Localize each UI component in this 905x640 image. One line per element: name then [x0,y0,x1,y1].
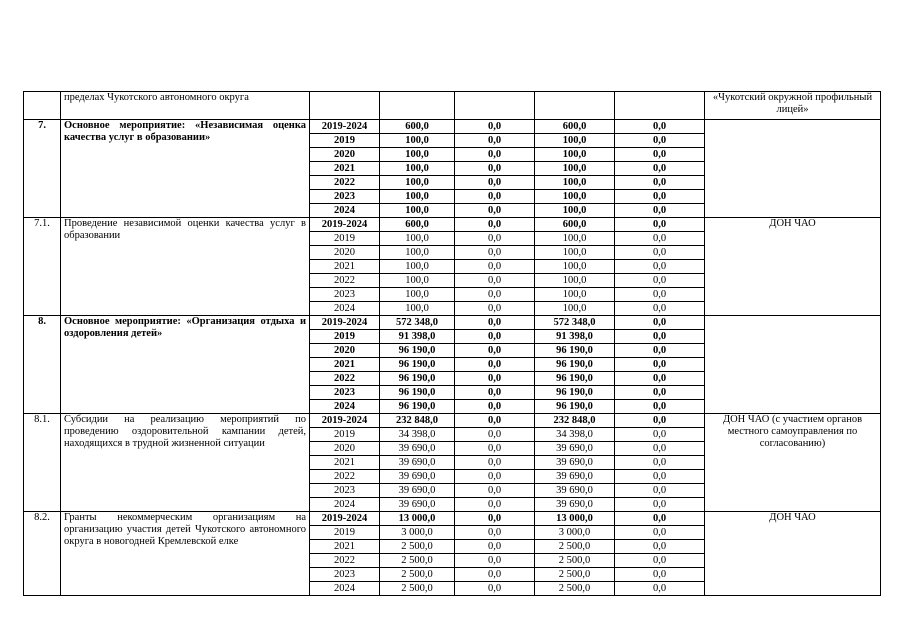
other-sources-cell: 0,0 [615,554,705,568]
other-sources-cell: 0,0 [615,498,705,512]
regional-budget-cell: 2 500,0 [535,540,615,554]
regional-budget-cell: 600,0 [535,120,615,134]
table-row-continued [24,92,881,120]
regional-budget-cell: 96 190,0 [535,344,615,358]
federal-budget-cell: 0,0 [455,190,535,204]
total-cell: 100,0 [380,190,455,204]
year-cell: 2019 [310,428,380,442]
federal-budget-cell: 0,0 [455,456,535,470]
row-number-cell: 8.1. [24,414,61,512]
total-cell: 3 000,0 [380,526,455,540]
other-sources-cell: 0,0 [615,302,705,316]
table-row [24,512,881,526]
total-cell: 100,0 [380,204,455,218]
other-sources-cell: 0,0 [615,120,705,134]
total-cell: 100,0 [380,134,455,148]
regional-budget-cell: 100,0 [535,190,615,204]
other-sources-cell: 0,0 [615,442,705,456]
total-cell: 100,0 [380,148,455,162]
year-cell: 2022 [310,176,380,190]
activity-name-cell: Проведение независимой оценки качества услуг в образовании [61,218,310,316]
activity-name-cell: Субсидии на реализацию мероприятий по проведению оздоровительной кампании детей, находящихся в трудной жизненной ситуации [61,414,310,512]
federal-budget-cell: 0,0 [455,400,535,414]
regional-budget-cell: 100,0 [535,302,615,316]
federal-budget-cell: 0,0 [455,302,535,316]
federal-budget-cell: 0,0 [455,568,535,582]
federal-budget-cell: 0,0 [455,260,535,274]
federal-budget-cell [455,92,535,120]
year-cell: 2021 [310,456,380,470]
federal-budget-cell: 0,0 [455,344,535,358]
total-cell: 100,0 [380,176,455,190]
year-cell: 2024 [310,204,380,218]
year-cell: 2024 [310,302,380,316]
regional-budget-cell: 39 690,0 [535,442,615,456]
regional-budget-cell: 100,0 [535,204,615,218]
federal-budget-cell: 0,0 [455,540,535,554]
other-sources-cell: 0,0 [615,540,705,554]
federal-budget-cell: 0,0 [455,316,535,330]
total-cell: 96 190,0 [380,386,455,400]
other-sources-cell: 0,0 [615,260,705,274]
regional-budget-cell: 39 690,0 [535,456,615,470]
year-cell: 2022 [310,470,380,484]
total-cell: 39 690,0 [380,470,455,484]
regional-budget-cell: 13 000,0 [535,512,615,526]
total-cell: 34 398,0 [380,428,455,442]
other-sources-cell: 0,0 [615,470,705,484]
regional-budget-cell: 100,0 [535,288,615,302]
total-cell: 100,0 [380,232,455,246]
regional-budget-cell: 39 690,0 [535,498,615,512]
regional-budget-cell: 100,0 [535,246,615,260]
total-cell: 2 500,0 [380,554,455,568]
regional-budget-cell: 96 190,0 [535,358,615,372]
federal-budget-cell: 0,0 [455,498,535,512]
federal-budget-cell: 0,0 [455,232,535,246]
table-body [24,92,881,596]
total-cell: 96 190,0 [380,344,455,358]
other-sources-cell: 0,0 [615,400,705,414]
year-cell: 2022 [310,274,380,288]
regional-budget-cell: 100,0 [535,134,615,148]
federal-budget-cell: 0,0 [455,470,535,484]
other-sources-cell: 0,0 [615,204,705,218]
total-cell: 39 690,0 [380,484,455,498]
federal-budget-cell: 0,0 [455,582,535,596]
federal-budget-cell: 0,0 [455,512,535,526]
federal-budget-cell: 0,0 [455,358,535,372]
total-cell: 100,0 [380,302,455,316]
year-cell: 2020 [310,246,380,260]
year-cell: 2021 [310,162,380,176]
total-cell: 39 690,0 [380,442,455,456]
total-cell: 232 848,0 [380,414,455,428]
federal-budget-cell: 0,0 [455,120,535,134]
other-sources-cell: 0,0 [615,288,705,302]
other-sources-cell: 0,0 [615,148,705,162]
total-cell: 39 690,0 [380,456,455,470]
total-cell: 100,0 [380,260,455,274]
year-cell: 2023 [310,568,380,582]
federal-budget-cell: 0,0 [455,162,535,176]
other-sources-cell: 0,0 [615,484,705,498]
other-sources-cell: 0,0 [615,190,705,204]
regional-budget-cell: 100,0 [535,274,615,288]
other-sources-cell: 0,0 [615,582,705,596]
regional-budget-cell: 2 500,0 [535,554,615,568]
activity-name-cell: Основное мероприятие: «Независимая оценка качества услуг в образовании» [61,120,310,218]
year-cell: 2019 [310,330,380,344]
total-cell: 13 000,0 [380,512,455,526]
year-cell: 2023 [310,484,380,498]
regional-budget-cell: 100,0 [535,162,615,176]
executor-cell [705,316,881,414]
table-row [24,316,881,330]
executor-cell: «Чукотский окружной профильный лицей» [705,92,881,120]
other-sources-cell: 0,0 [615,358,705,372]
activity-name-cell: Основное мероприятие: «Организация отдыха и оздоровления детей» [61,316,310,414]
other-sources-cell [615,92,705,120]
total-cell: 100,0 [380,274,455,288]
other-sources-cell: 0,0 [615,246,705,260]
row-number-cell [24,92,61,120]
federal-budget-cell: 0,0 [455,246,535,260]
regional-budget-cell: 96 190,0 [535,400,615,414]
year-cell: 2021 [310,260,380,274]
year-cell: 2019-2024 [310,512,380,526]
total-cell: 100,0 [380,288,455,302]
total-cell: 2 500,0 [380,540,455,554]
total-cell: 96 190,0 [380,400,455,414]
other-sources-cell: 0,0 [615,526,705,540]
year-cell: 2019 [310,526,380,540]
year-cell: 2022 [310,372,380,386]
regional-budget-cell: 572 348,0 [535,316,615,330]
total-cell: 572 348,0 [380,316,455,330]
regional-budget-cell: 39 690,0 [535,484,615,498]
year-cell: 2019-2024 [310,120,380,134]
executor-cell: ДОН ЧАО [705,512,881,596]
other-sources-cell: 0,0 [615,414,705,428]
other-sources-cell: 0,0 [615,456,705,470]
federal-budget-cell: 0,0 [455,386,535,400]
regional-budget-cell: 2 500,0 [535,568,615,582]
federal-budget-cell: 0,0 [455,414,535,428]
year-cell: 2023 [310,386,380,400]
executor-cell [705,120,881,218]
total-cell [380,92,455,120]
year-cell: 2023 [310,190,380,204]
other-sources-cell: 0,0 [615,134,705,148]
regional-budget-cell: 100,0 [535,260,615,274]
year-cell: 2024 [310,498,380,512]
regional-budget-cell: 100,0 [535,232,615,246]
other-sources-cell: 0,0 [615,218,705,232]
year-cell: 2020 [310,442,380,456]
year-cell: 2019-2024 [310,218,380,232]
regional-budget-cell: 2 500,0 [535,582,615,596]
total-cell: 2 500,0 [380,582,455,596]
total-cell: 600,0 [380,218,455,232]
other-sources-cell: 0,0 [615,316,705,330]
year-cell: 2021 [310,358,380,372]
total-cell: 2 500,0 [380,568,455,582]
other-sources-cell: 0,0 [615,162,705,176]
other-sources-cell: 0,0 [615,344,705,358]
executor-cell: ДОН ЧАО [705,218,881,316]
year-cell: 2019-2024 [310,316,380,330]
regional-budget-cell: 3 000,0 [535,526,615,540]
total-cell: 39 690,0 [380,498,455,512]
program-table [23,91,881,596]
other-sources-cell: 0,0 [615,568,705,582]
year-cell: 2024 [310,582,380,596]
federal-budget-cell: 0,0 [455,484,535,498]
federal-budget-cell: 0,0 [455,554,535,568]
regional-budget-cell: 600,0 [535,218,615,232]
row-number-cell: 8. [24,316,61,414]
regional-budget-cell: 96 190,0 [535,386,615,400]
federal-budget-cell: 0,0 [455,442,535,456]
year-cell: 2020 [310,344,380,358]
other-sources-cell: 0,0 [615,330,705,344]
year-cell: 2019-2024 [310,414,380,428]
federal-budget-cell: 0,0 [455,204,535,218]
other-sources-cell: 0,0 [615,512,705,526]
regional-budget-cell: 100,0 [535,176,615,190]
federal-budget-cell: 0,0 [455,372,535,386]
table-row [24,120,881,134]
total-cell: 600,0 [380,120,455,134]
activity-name-cell: пределах Чукотского автономного округа [61,92,310,120]
other-sources-cell: 0,0 [615,386,705,400]
federal-budget-cell: 0,0 [455,526,535,540]
row-number-cell: 7.1. [24,218,61,316]
other-sources-cell: 0,0 [615,428,705,442]
row-number-cell: 7. [24,120,61,218]
regional-budget-cell: 96 190,0 [535,372,615,386]
regional-budget-cell: 232 848,0 [535,414,615,428]
year-cell: 2019 [310,232,380,246]
regional-budget-cell: 34 398,0 [535,428,615,442]
federal-budget-cell: 0,0 [455,148,535,162]
year-cell: 2022 [310,554,380,568]
total-cell: 96 190,0 [380,358,455,372]
total-cell: 100,0 [380,162,455,176]
total-cell: 100,0 [380,246,455,260]
federal-budget-cell: 0,0 [455,330,535,344]
federal-budget-cell: 0,0 [455,218,535,232]
table-row [24,218,881,232]
federal-budget-cell: 0,0 [455,134,535,148]
regional-budget-cell: 91 398,0 [535,330,615,344]
row-number-cell: 8.2. [24,512,61,596]
total-cell: 91 398,0 [380,330,455,344]
regional-budget-cell: 100,0 [535,148,615,162]
federal-budget-cell: 0,0 [455,274,535,288]
table-row [24,414,881,428]
other-sources-cell: 0,0 [615,274,705,288]
executor-cell: ДОН ЧАО (с участием органов местного самоуправления по согласованию) [705,414,881,512]
year-cell [310,92,380,120]
regional-budget-cell [535,92,615,120]
year-cell: 2020 [310,148,380,162]
year-cell: 2024 [310,400,380,414]
other-sources-cell: 0,0 [615,232,705,246]
other-sources-cell: 0,0 [615,176,705,190]
year-cell: 2019 [310,134,380,148]
year-cell: 2021 [310,540,380,554]
federal-budget-cell: 0,0 [455,288,535,302]
federal-budget-cell: 0,0 [455,428,535,442]
regional-budget-cell: 39 690,0 [535,470,615,484]
other-sources-cell: 0,0 [615,372,705,386]
year-cell: 2023 [310,288,380,302]
federal-budget-cell: 0,0 [455,176,535,190]
total-cell: 96 190,0 [380,372,455,386]
activity-name-cell: Гранты некоммерческим организациям на организацию участия детей Чукотского автономного округа в новогодней Кремлевской елке [61,512,310,596]
